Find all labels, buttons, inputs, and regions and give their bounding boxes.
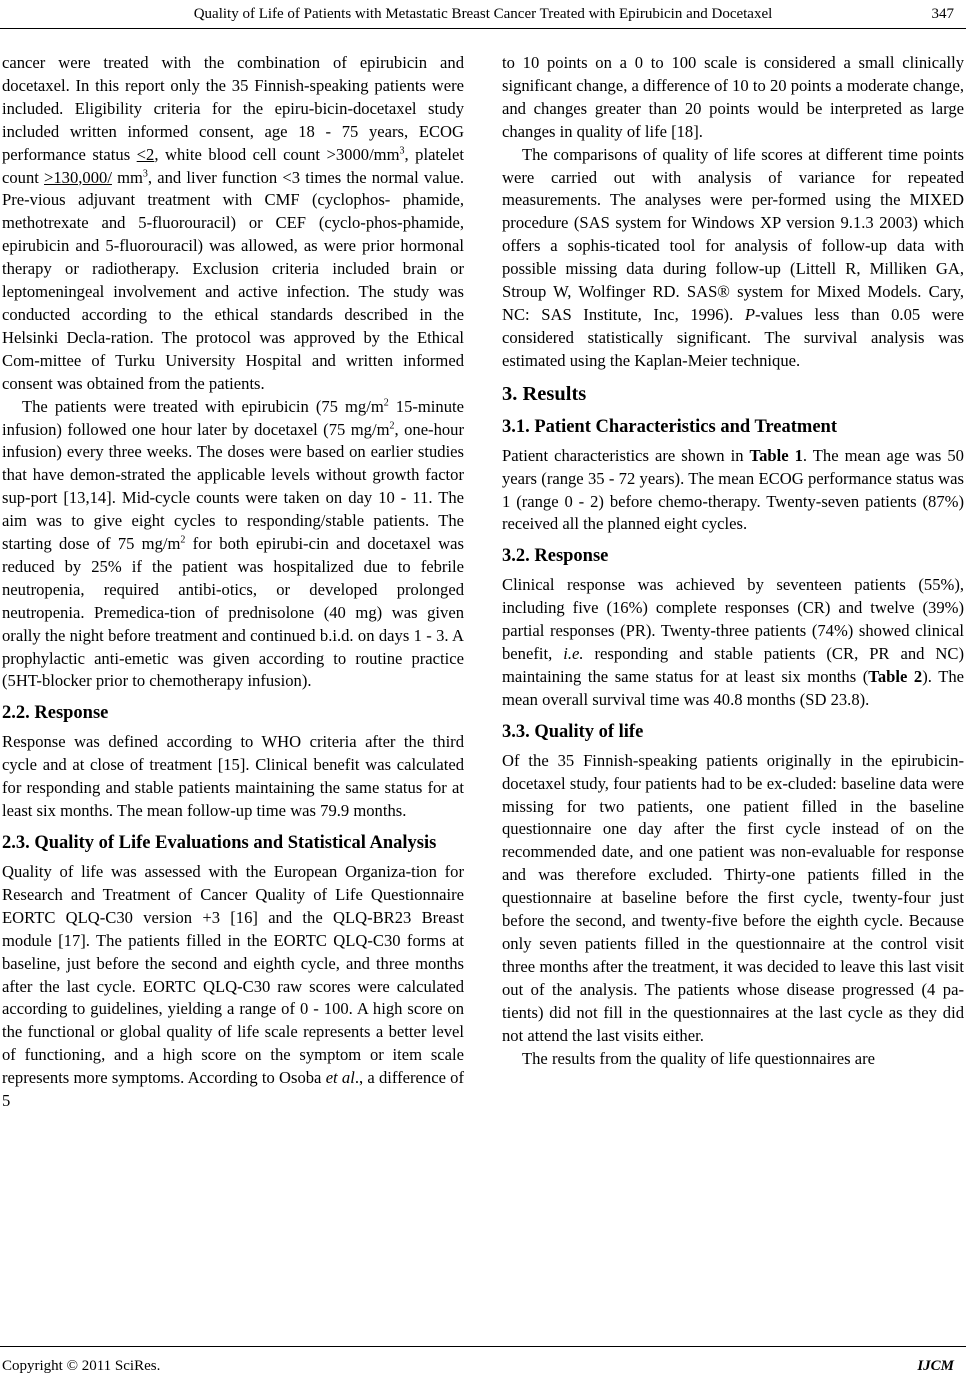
copyright-notice: Copyright © 2011 SciRes. — [2, 1358, 161, 1374]
heading-2-3-qol-evaluations: 2.3. Quality of Life Evaluations and Statistical Analysis — [2, 833, 437, 853]
paragraph-response-definition: Response was defined according to WHO criteria after the third cycle and at close of treatment [15]. Clinical benefit was calculated for responding and stable patients maintaining the same status for at least six months. The mean follow-up time was 79.9 months. — [2, 732, 464, 821]
left-column — [2, 52, 464, 1113]
paragraph-treatment: The patients were treated with epirubicin (75 $mg/m^2$ 15-minute infusion) followed one hour later by docetaxel (75 $mg/m^2$, one-hour infusion) every three weeks. The doses were based on earlier studies that have demon-strated the applicable levels without growth factor sup-port [13,14]. Mid-cycle counts were taken on day 10 - 11. The aim was to give eight cycles to responding/stable patients. The starting dose of 75 $mg/m^2$ for both epirubi-cin and docetaxel was reduced by 25% if the patient was hospitalized due to febrile neutropenia, required antibi-otics, or developed prolonged neutropenia. Premedica-tion of prednisolone (40 mg) was given orally the night before treatment and continued b.i.d. on days 1 - 3. A prophylactic anti-emetic was given according to routine practice (5HT-blocker prior to chemotherapy infusion). — [2, 396, 464, 691]
header-rule — [0, 28, 966, 29]
paragraph-statistics: The comparisons of quality of life scores at different time points were carried out with analysis of variance for repeated measurements. The analyses were per-formed using the MIXED procedure (SAS system for Windows XP version 9.1.3 2003) which offers a sophis-ticated tool for analysis of follow-up data with possible missing data during follow-up (Littell R, Milliken GA, Stroup W, Wolfinger RD. SAS® system for Mixed Models. Cary, NC: SAS Institute, Inc, 1996). P-values less than 0.05 were considered statistically significant. The survival analysis was estimated using the Kaplan-Meier technique. — [502, 144, 965, 370]
page-footer — [0, 1346, 966, 1386]
paragraph-clinical-change: to 10 points on a 0 to 100 scale is considered a small clinically significant change, a difference of 10 to 20 points a moderate change, and changes greater than 20 points would be interpreted as large changes in quality of life [18]. — [502, 53, 964, 141]
journal-abbreviation: IJCM — [917, 1358, 954, 1374]
paragraph-qol-assessment: Quality of life was assessed with the European Organiza-tion for Research and Treatment of Cancer Quality of Life Questionnaire EORTC QLQ-C30 version +3 [16] and the QLQ-BR23 Breast module [17]. The patients filled in the EORTC QLQ-C30 forms at baseline, just before the second and eighth cycle, and three months after the last cycle. EORTC QLQ-C30 raw scores were calculated according to guidelines, yielding a range of 0 - 100. A high score on the functional or global quality of life scale represents a better level of functioning, and a high score on the symptom or item scale represents more symptoms. According to Osoba et al., a difference of 5 — [2, 862, 465, 1111]
heading-3-results: 3. Results — [502, 382, 587, 405]
paragraph-qol-results: Of the 35 Finnish-speaking patients originally in the epirubicin-docetaxel study, four patients had to be ex-cluded: baseline data were missing for two patients, one patient filled in the baseline questionnaire one day after the first cycle instead of on the recommended date, and one patient was non-evaluable for response and was therefore excluded. Thirty-one patients filled in the questionnaire at baseline before the first cycle, twenty-four just before the second, and twenty-five before the eighth cycle. Because only seven patients filled in the questionnaire at the control visit three months after the treatment, it was decided to leave this last visit out of the analysis. The patients whose disease progressed (4 pa-tients) did not fill in the questionnaires at the last cycle as they did not attend the last visits either. — [502, 750, 964, 1045]
heading-2-2-response: 2.2. Response — [2, 703, 109, 724]
paragraph-response-results: Clinical response was achieved by seventeen patients (55%), including five (16%) complete responses (CR) and twelve (39%) partial responses (PR). Twenty-three patients (74%) showed clinical benefit, i.e. responding and stable patients (CR, PR and NC) maintaining the same status for at least six months (Table 2). The mean overall survival time was 40.8 months (SD 23.8). — [502, 575, 964, 709]
heading-3-2-response: 3.2. Response — [502, 546, 609, 567]
right-column — [502, 52, 964, 1070]
paragraph-qol-continued: The results from the quality of life questionnaires are — [522, 1048, 875, 1068]
heading-3-3-quality-of-life: 3.3. Quality of life — [502, 721, 644, 742]
page-header — [0, 4, 966, 30]
page-number: 347 — [931, 6, 954, 22]
heading-3-1-patient-characteristics: 3.1. Patient Characteristics and Treatment — [502, 416, 837, 437]
paragraph-patient-characteristics: Patient characteristics are shown in Table 1. The mean age was 50 years (range 35 - 72 years). The mean ECOG performance status was 1 (range 0 - 2) before chemo-therapy. Twenty-seven patients (87%) received all the planned eight cycles. — [502, 445, 964, 534]
running-title: Quality of Life of Patients with Metastatic Breast Cancer Treated with Epirubicin and Docetaxel — [193, 6, 773, 22]
paragraph-eligibility: cancer were treated with the combination of epirubicin and docetaxel. In this report only the 35 Finnish-speaking patients were included. Eligibility criteria for the epiru-bicin-docetaxel study included written informed consent, age 18 - 75 years, ECOG performance status <2, white blood cell count $>3000/mm^3$, platelet count >130,000/ $mm^3$, and liver function <3 times the normal value. Pre-vious adjuvant treatment with CMF (cyclophos- phamide, methotrexate and 5-fluorouracil) or CEF (cyclo-phos-phamide, epirubicin and 5-fluorouracil) was allowed, as were prior hormonal therapy or radiotherapy. Exclusion criteria included brain or leptomeningeal involvement and active infection. The study was conducted according to the ethical standards described in the Helsinki Decla-ration. The protocol was approved by the Ethical Com-mittee of Turku University Hospital and written informed consent was obtained from the patients. — [2, 53, 464, 393]
footer-rule — [0, 1346, 966, 1347]
